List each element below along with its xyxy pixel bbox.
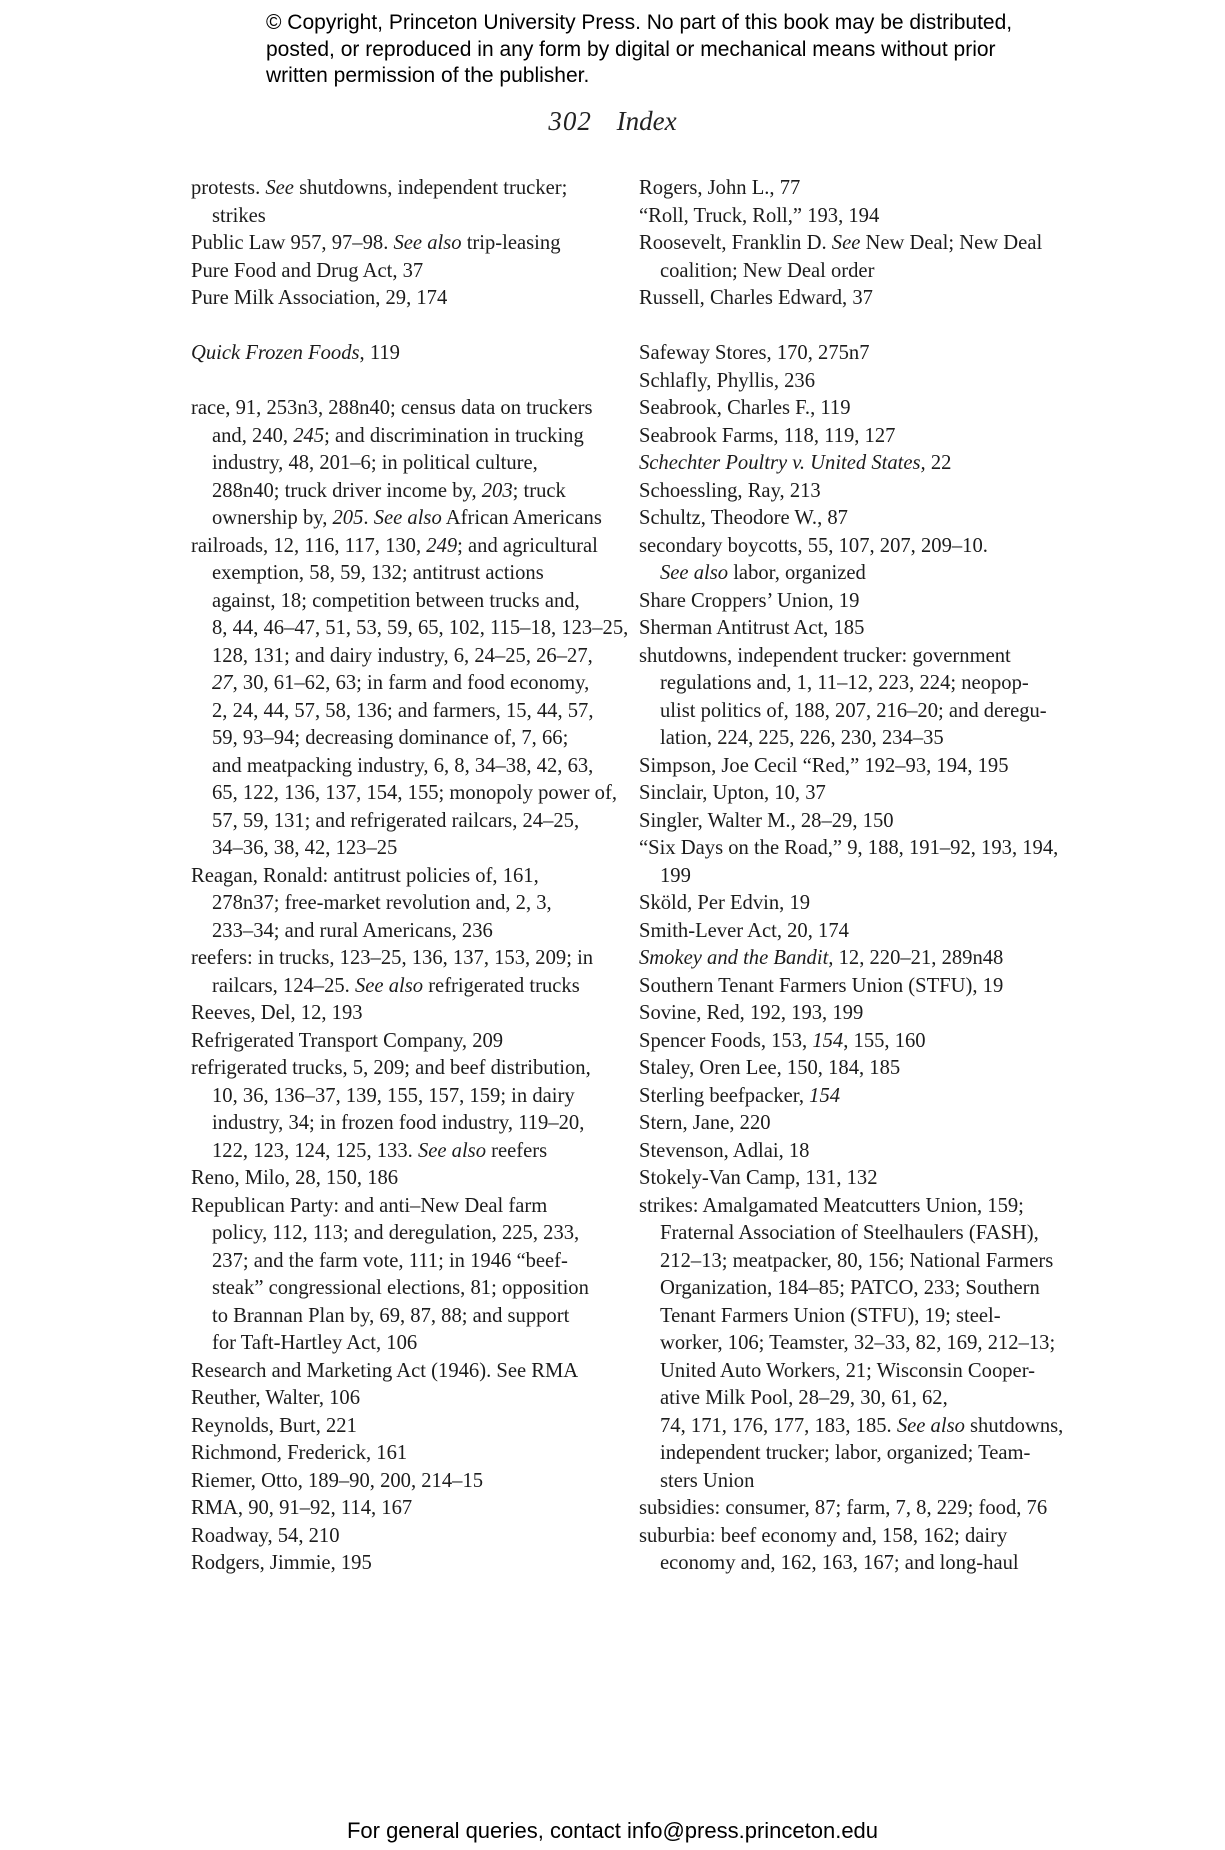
index-entry: Sovine, Red, 192, 193, 199 bbox=[639, 1002, 864, 1024]
index-entry: Safeway Stores, 170, 275n7 bbox=[639, 342, 870, 364]
index-entry: Roosevelt, Franklin D. See New Deal; New Deal coalition; New Deal order bbox=[639, 232, 1043, 282]
index-entry: Stevenson, Adlai, 18 bbox=[639, 1139, 810, 1162]
index-entry: Riemer, Otto, 189–90, 200, 214–15 bbox=[191, 1469, 484, 1492]
section-title: Index bbox=[616, 106, 677, 136]
index-entry: Sinclair, Upton, 10, 37 bbox=[639, 782, 826, 804]
index-entry: secondary boycotts, 55, 107, 207, 209–10. See also labor, organized bbox=[639, 534, 988, 584]
letter-gap bbox=[191, 313, 623, 341]
index-entry: Reagan, Ronald: antitrust policies of, 161, 278n37; free-market revolution and, 2, 3, 233–34; and rural Americans, 236 bbox=[191, 864, 552, 942]
index-column-right bbox=[639, 175, 1071, 1578]
index-entry: Schoessling, Ray, 213 bbox=[639, 479, 821, 502]
index-entry: Rogers, John L., 77 bbox=[639, 177, 801, 199]
index-entry: Reynolds, Burt, 221 bbox=[191, 1414, 357, 1437]
contact-footer: For general queries, contact info@press.princeton.edu bbox=[346, 1818, 879, 1843]
index-entry: strikes: Amalgamated Meatcutters Union, 159; Fraternal Association of Steelhaulers (FASH), 212–13; meatpacker, 80, 156; National Farmers Organization, 184–85; PATCO, 233; Southern Tenant Farmers Union (STFU), 19; steel- worker, 106; Teamster, 32–33, 82, 169, 212–13; United Auto Workers, 21; Wisconsin Cooper- ative Milk Pool, 28–29, 30, 61, 62, 74, 171, 176, 177, 183, 185. See also shutdowns, independent trucker; labor, organized; Team- sters Union bbox=[639, 1194, 1064, 1492]
index-entry: “Six Days on the Road,” 9, 188, 191–92, 193, 194, 199 bbox=[639, 837, 1059, 887]
index-entry: protests. See shutdowns, independent trucker; strikes bbox=[191, 177, 568, 227]
index-entry: Research and Marketing Act (1946). See RMA bbox=[191, 1359, 579, 1382]
index-entry: Seabrook, Charles F., 119 bbox=[639, 397, 851, 419]
index-entry: Public Law 957, 97–98. See also trip-leasing bbox=[191, 232, 561, 254]
index-entry: Sherman Antitrust Act, 185 bbox=[639, 617, 865, 639]
index-entry: Spencer Foods, 153, 154, 155, 160 bbox=[639, 1029, 926, 1052]
index-entry: Reuther, Walter, 106 bbox=[191, 1387, 361, 1409]
copyright-notice: © Copyright, Princeton University Press. No part of this book may be distributed, posted, or reproduced in any form by digital or mechanical means without prior written permission of the publisher. bbox=[266, 11, 1013, 87]
index-entry: Seabrook Farms, 118, 119, 127 bbox=[639, 424, 896, 447]
letter-gap bbox=[191, 368, 623, 396]
index-entry: subsidies: consumer, 87; farm, 7, 8, 229; food, 76 bbox=[639, 1497, 1048, 1519]
index-entry: suburbia: beef economy and, 158, 162; dairy economy and, 162, 163, 167; and long-haul bbox=[639, 1524, 1019, 1574]
index-entry: Richmond, Frederick, 161 bbox=[191, 1442, 408, 1464]
letter-gap bbox=[639, 313, 1071, 341]
index-entry: Schultz, Theodore W., 87 bbox=[639, 507, 848, 529]
index-entry: refrigerated trucks, 5, 209; and beef distribution, 10, 36, 136–37, 139, 155, 157, 159; in dairy industry, 34; in frozen food industry, 119–20, 122, 123, 124, 125, 133. See also reefers bbox=[191, 1057, 591, 1162]
index-entry: Singler, Walter M., 28–29, 150 bbox=[639, 809, 894, 832]
index-entry: Staley, Oren Lee, 150, 184, 185 bbox=[639, 1057, 901, 1079]
index-entry: Reno, Milo, 28, 150, 186 bbox=[191, 1167, 399, 1189]
index-entry: Sköld, Per Edvin, 19 bbox=[639, 892, 811, 914]
index-entry: Pure Food and Drug Act, 37 bbox=[191, 259, 424, 282]
index-entry: Smokey and the Bandit, 12, 220–21, 289n48 bbox=[639, 947, 1004, 969]
index-entry: shutdowns, independent trucker: government regulations and, 1, 11–12, 223, 224; neopop- ulist politics of, 188, 207, 216–20; and deregu- lation, 224, 225, 226, 230, 234–35 bbox=[639, 644, 1047, 749]
index-entry: “Roll, Truck, Roll,” 193, 194 bbox=[639, 204, 880, 227]
index-entry: Rodgers, Jimmie, 195 bbox=[191, 1552, 372, 1574]
index-entry: Russell, Charles Edward, 37 bbox=[639, 287, 873, 309]
index-entry: race, 91, 253n3, 288n40; census data on truckers and, 240, 245; and discrimination in trucking industry, 48, 201–6; in political culture, 288n40; truck driver income by, 203; truck ownership by, 205. See also African Americans bbox=[191, 397, 602, 529]
index-entry: Simpson, Joe Cecil “Red,” 192–93, 194, 195 bbox=[639, 754, 1009, 777]
index-entry: Schlafly, Phyllis, 236 bbox=[639, 369, 816, 392]
index-entry: Refrigerated Transport Company, 209 bbox=[191, 1029, 504, 1052]
index-entry: Stern, Jane, 220 bbox=[639, 1112, 771, 1134]
index-entry: Quick Frozen Foods, 119 bbox=[191, 342, 400, 364]
index-entry: Share Croppers’ Union, 19 bbox=[639, 589, 860, 612]
index-entry: Sterling beefpacker, 154 bbox=[639, 1084, 841, 1107]
index-column-left bbox=[191, 175, 629, 1578]
index-entry: Pure Milk Association, 29, 174 bbox=[191, 287, 448, 309]
index-entry: Republican Party: and anti–New Deal farm policy, 112, 113; and deregulation, 225, 233, 237; and the farm vote, 111; in 1946 “beef- steak” congressional elections, 81; opposition to Brannan Plan by, 69, 87, 88; and support for Taft-Hartley Act, 106 bbox=[191, 1194, 589, 1354]
index-entry: reefers: in trucks, 123–25, 136, 137, 153, 209; in railcars, 124–25. See also refrigerated trucks bbox=[191, 947, 594, 997]
index-entry: railroads, 12, 116, 117, 130, 249; and agricultural exemption, 58, 59, 132; antitrust actions against, 18; competition between trucks and, 8, 44, 46–47, 51, 53, 59, 65, 102, 115–18, 123–25, 128, 131; and dairy industry, 6, 24–25, 26–27, 27, 30, 61–62, 63; in farm and food economy, 2, 24, 44, 57, 58, 136; and farmers, 15, 44, 57, 59, 93–94; decreasing dominance of, 7, 66; and meatpacking industry, 6, 8, 34–38, 42, 63, 65, 122, 136, 137, 154, 155; monopoly power of, 57, 59, 131; and refrigerated railcars, 24–25, 34–36, 38, 42, 123–25 bbox=[191, 534, 629, 859]
index-entry: RMA, 90, 91–92, 114, 167 bbox=[191, 1497, 413, 1519]
index-entry: Reeves, Del, 12, 193 bbox=[191, 1002, 363, 1024]
index-entry: Smith-Lever Act, 20, 174 bbox=[639, 919, 849, 942]
index-entry: Roadway, 54, 210 bbox=[191, 1524, 340, 1547]
index-entry: Schechter Poultry v. United States, 22 bbox=[639, 452, 952, 474]
index-entry: Stokely-Van Camp, 131, 132 bbox=[639, 1167, 878, 1189]
running-head bbox=[0, 106, 1225, 137]
page-number: 302 bbox=[548, 106, 592, 136]
index-entry: Southern Tenant Farmers Union (STFU), 19 bbox=[639, 974, 1004, 997]
